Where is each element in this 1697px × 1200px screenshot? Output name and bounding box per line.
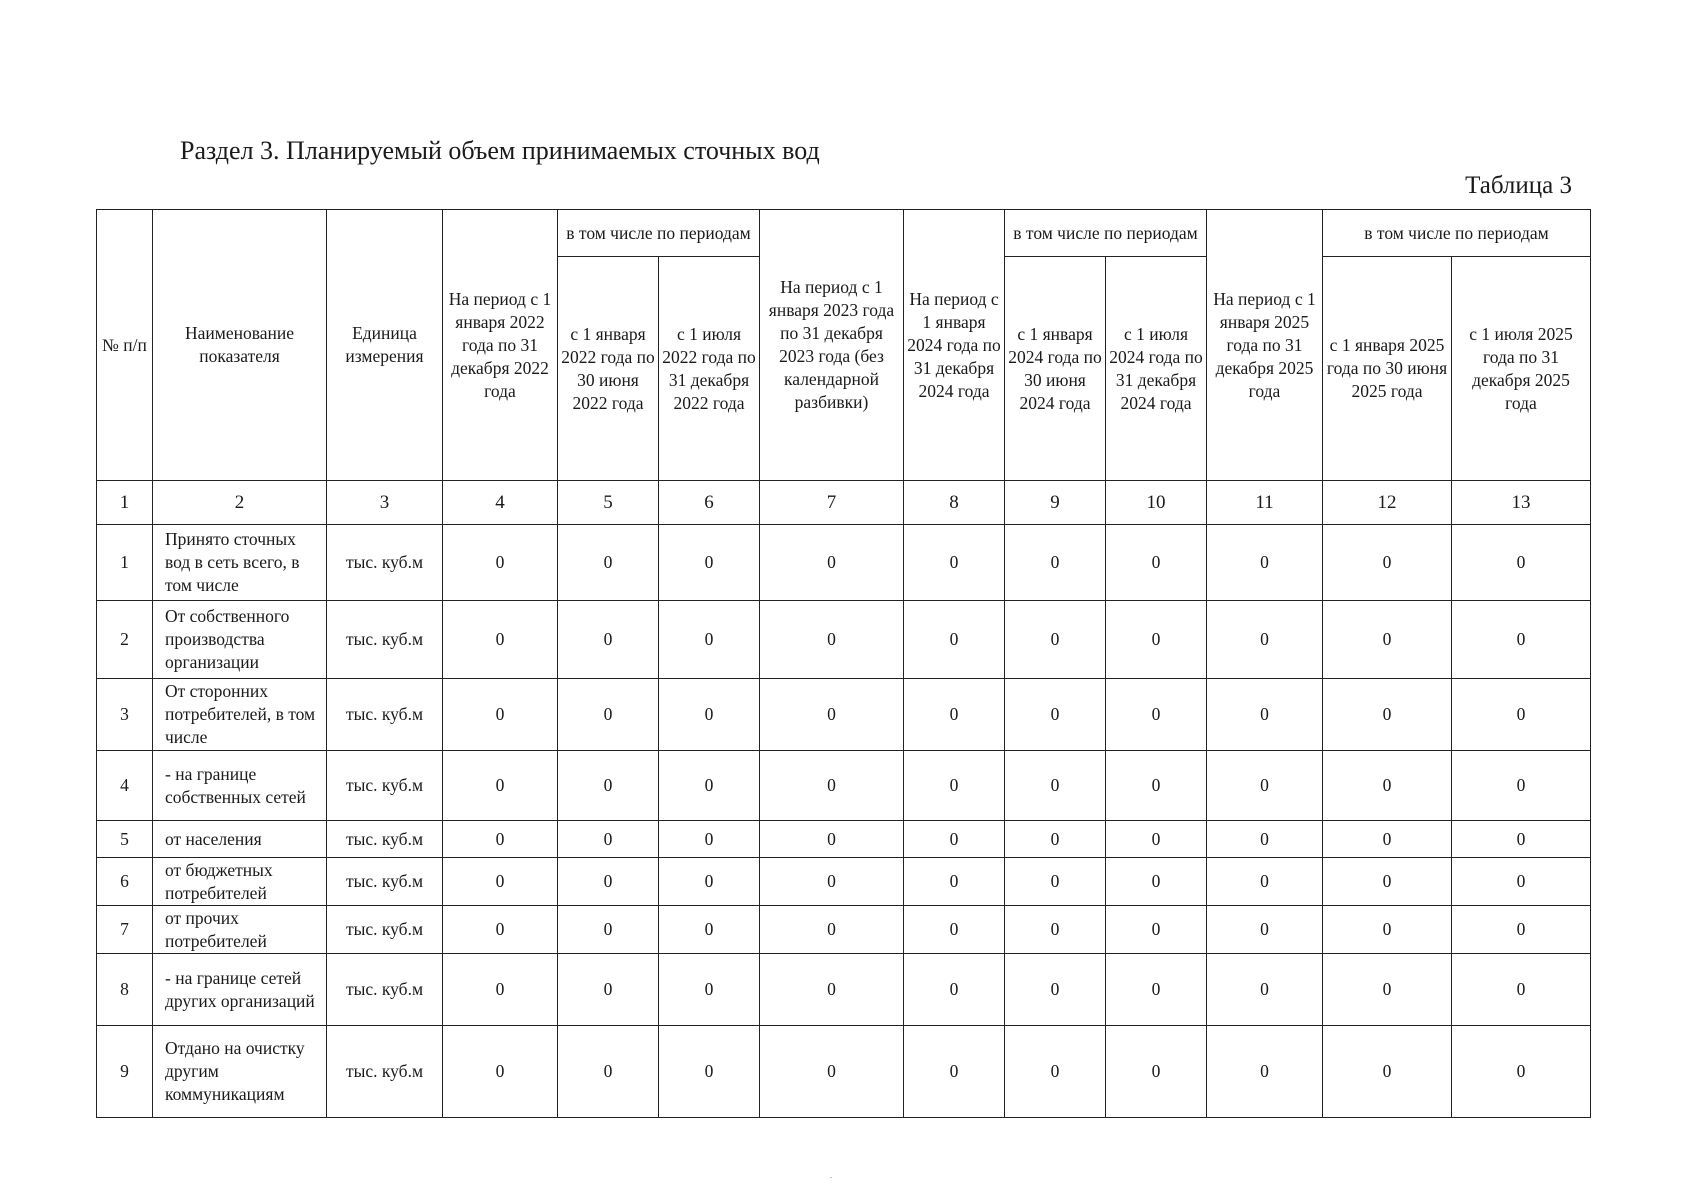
header-num: № п/п [97,210,153,481]
header-h2-2024: с 1 июля 2024 года по 31 декабря 2024 года [1106,257,1207,481]
table-row [97,954,1591,1026]
value-cell: 0 [1452,679,1591,751]
value-cell: 0 [1207,751,1323,821]
unit: тыс. куб.м [327,906,443,954]
scan-speck [830,1177,832,1178]
value-cell: 0 [443,601,558,679]
value-cell: 0 [1452,1026,1591,1118]
unit: тыс. куб.м [327,1026,443,1118]
column-number: 1 [97,481,153,525]
value-cell: 0 [443,1026,558,1118]
value-cell: 0 [904,751,1005,821]
value-cell: 0 [1323,601,1452,679]
indicator-name: От собственного производства организации [153,601,327,679]
value-cell: 0 [1005,906,1106,954]
column-number: 5 [558,481,659,525]
value-cell: 0 [1207,858,1323,906]
column-number: 4 [443,481,558,525]
unit: тыс. куб.м [327,679,443,751]
value-cell: 0 [760,906,904,954]
value-cell: 0 [443,954,558,1026]
header-name: Наименование показателя [153,210,327,481]
value-cell: 0 [1207,954,1323,1026]
header-h2-2022: с 1 июля 2022 года по 31 декабря 2022 года [659,257,760,481]
indicator-name: - на границе сетей других организаций [153,954,327,1026]
header-h2-2025: с 1 июля 2025 года по 31 декабря 2025 года [1452,257,1591,481]
value-cell: 0 [760,1026,904,1118]
value-cell: 0 [1323,954,1452,1026]
value-cell: 0 [659,1026,760,1118]
value-cell: 0 [558,821,659,858]
value-cell: 0 [1207,679,1323,751]
value-cell: 0 [1106,1026,1207,1118]
value-cell: 0 [659,858,760,906]
value-cell: 0 [1106,525,1207,601]
value-cell: 0 [443,821,558,858]
value-cell: 0 [558,1026,659,1118]
value-cell: 0 [1207,1026,1323,1118]
unit: тыс. куб.м [327,525,443,601]
value-cell: 0 [1452,821,1591,858]
unit: тыс. куб.м [327,751,443,821]
value-cell: 0 [760,751,904,821]
header-group-2025: в том числе по периодам [1323,210,1591,257]
value-cell: 0 [904,858,1005,906]
value-cell: 0 [659,679,760,751]
value-cell: 0 [1106,906,1207,954]
value-cell: 0 [1005,751,1106,821]
table-row [97,601,1591,679]
value-cell: 0 [1452,858,1591,906]
header-period-2025: На период с 1 января 2025 года по 31 декабря 2025 года [1207,210,1323,481]
indicator-name: Отдано на очистку другим коммуникациям [153,1026,327,1118]
indicator-name: - на границе собственных сетей [153,751,327,821]
column-number: 12 [1323,481,1452,525]
value-cell: 0 [760,601,904,679]
value-cell: 0 [443,525,558,601]
table-row [97,1026,1591,1118]
value-cell: 0 [1005,679,1106,751]
value-cell: 0 [760,525,904,601]
header-h1-2022: с 1 января 2022 года по 30 июня 2022 года [558,257,659,481]
value-cell: 0 [1323,751,1452,821]
value-cell: 0 [1323,821,1452,858]
table-row [97,821,1591,858]
column-number: 3 [327,481,443,525]
row-number: 3 [97,679,153,751]
value-cell: 0 [659,525,760,601]
value-cell: 0 [659,601,760,679]
column-number: 2 [153,481,327,525]
value-cell: 0 [760,858,904,906]
column-number: 8 [904,481,1005,525]
value-cell: 0 [1323,1026,1452,1118]
row-number: 2 [97,601,153,679]
row-number: 7 [97,906,153,954]
value-cell: 0 [1323,525,1452,601]
column-number-row [97,481,1591,525]
value-cell: 0 [904,1026,1005,1118]
value-cell: 0 [1452,751,1591,821]
value-cell: 0 [443,751,558,821]
value-cell: 0 [904,906,1005,954]
value-cell: 0 [558,601,659,679]
value-cell: 0 [904,954,1005,1026]
value-cell: 0 [760,679,904,751]
header-unit: Единица измерения [327,210,443,481]
value-cell: 0 [1323,858,1452,906]
indicator-name: от прочих потребителей [153,906,327,954]
value-cell: 0 [1005,858,1106,906]
column-number: 9 [1005,481,1106,525]
unit: тыс. куб.м [327,601,443,679]
section-title: Раздел 3. Планируемый объем принимаемых сточных вод [180,136,820,165]
value-cell: 0 [1106,751,1207,821]
row-number: 5 [97,821,153,858]
header-h1-2024: с 1 января 2024 года по 30 июня 2024 года [1005,257,1106,481]
column-number: 11 [1207,481,1323,525]
value-cell: 0 [1452,525,1591,601]
value-cell: 0 [1106,858,1207,906]
value-cell: 0 [1005,525,1106,601]
value-cell: 0 [1207,906,1323,954]
column-number: 6 [659,481,760,525]
row-number: 4 [97,751,153,821]
value-cell: 0 [1207,525,1323,601]
value-cell: 0 [1106,821,1207,858]
value-cell: 0 [1005,601,1106,679]
value-cell: 0 [1106,679,1207,751]
header-group-2024: в том числе по периодам [1005,210,1207,257]
value-cell: 0 [558,954,659,1026]
value-cell: 0 [760,954,904,1026]
value-cell: 0 [1323,679,1452,751]
value-cell: 0 [443,906,558,954]
value-cell: 0 [904,821,1005,858]
row-number: 9 [97,1026,153,1118]
value-cell: 0 [558,525,659,601]
wastewater-volume-table [96,209,1591,1118]
value-cell: 0 [659,751,760,821]
value-cell: 0 [904,525,1005,601]
table-label: Таблица 3 [1465,172,1572,199]
unit: тыс. куб.м [327,821,443,858]
unit: тыс. куб.м [327,954,443,1026]
value-cell: 0 [1452,954,1591,1026]
unit: тыс. куб.м [327,858,443,906]
value-cell: 0 [659,821,760,858]
column-number: 13 [1452,481,1591,525]
value-cell: 0 [443,679,558,751]
indicator-name: от населения [153,821,327,858]
table-row [97,751,1591,821]
value-cell: 0 [904,601,1005,679]
value-cell: 0 [1207,821,1323,858]
value-cell: 0 [443,858,558,906]
indicator-name: от бюджетных потребителей [153,858,327,906]
table-row [97,679,1591,751]
value-cell: 0 [558,906,659,954]
table-row [97,858,1591,906]
value-cell: 0 [1005,954,1106,1026]
header-period-2023: На период с 1 января 2023 года по 31 декабря 2023 года (без календарной разбивки) [760,210,904,481]
column-number: 10 [1106,481,1207,525]
value-cell: 0 [1323,906,1452,954]
value-cell: 0 [659,906,760,954]
value-cell: 0 [1106,954,1207,1026]
value-cell: 0 [558,679,659,751]
value-cell: 0 [904,679,1005,751]
value-cell: 0 [760,821,904,858]
row-number: 1 [97,525,153,601]
column-number: 7 [760,481,904,525]
header-period-2022: На период с 1 января 2022 года по 31 декабря 2022 года [443,210,558,481]
value-cell: 0 [1005,821,1106,858]
value-cell: 0 [1452,601,1591,679]
header-period-2024: На период с 1 января 2024 года по 31 декабря 2024 года [904,210,1005,481]
value-cell: 0 [659,954,760,1026]
header-h1-2025: с 1 января 2025 года по 30 июня 2025 года [1323,257,1452,481]
row-number: 6 [97,858,153,906]
table-row [97,525,1591,601]
header-group-2022: в том числе по периодам [558,210,760,257]
value-cell: 0 [1005,1026,1106,1118]
value-cell: 0 [1106,601,1207,679]
indicator-name: Принято сточных вод в сеть всего, в том числе [153,525,327,601]
indicator-name: От сторонних потребителей, в том числе [153,679,327,751]
table-row [97,906,1591,954]
value-cell: 0 [558,751,659,821]
row-number: 8 [97,954,153,1026]
value-cell: 0 [558,858,659,906]
value-cell: 0 [1207,601,1323,679]
value-cell: 0 [1452,906,1591,954]
